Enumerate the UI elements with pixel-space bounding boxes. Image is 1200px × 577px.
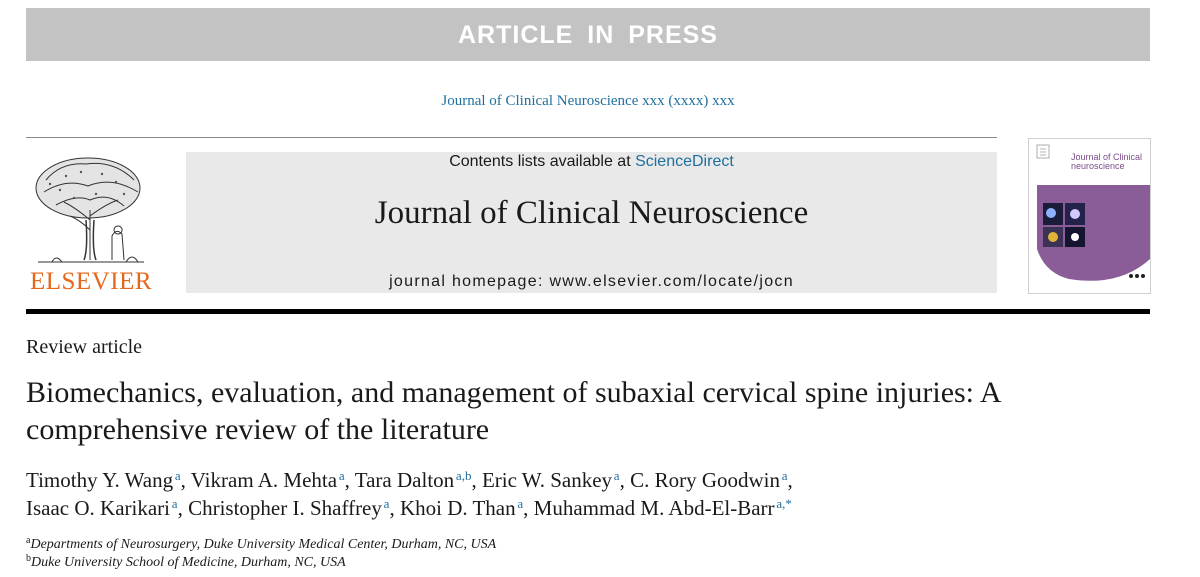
affiliation-mark[interactable]: a [613, 468, 620, 483]
affiliation-mark[interactable]: a [171, 496, 178, 511]
contents-prefix: Contents lists available at [449, 153, 636, 170]
top-divider [26, 137, 997, 138]
affiliations [26, 536, 496, 572]
article-type: Review article [26, 336, 143, 358]
author-list [26, 466, 1176, 522]
elsevier-logo[interactable] [26, 150, 156, 295]
sciencedirect-link[interactable]: ScienceDirect [635, 153, 734, 170]
article-in-press-banner: ARTICLE IN PRESS [26, 8, 1150, 61]
journal-header [186, 152, 997, 293]
journal-homepage[interactable]: journal homepage: www.elsevier.com/locate/jocn [389, 273, 794, 290]
affiliation-mark[interactable]: a,* [776, 496, 792, 511]
journal-citation-link[interactable]: Journal of Clinical Neuroscience xxx (xxxx) xxx [441, 93, 735, 109]
affiliation-mark[interactable]: a,b [455, 468, 472, 483]
affiliation: $^b$Duke University School of Medicine, Durham, NC, USA [26, 553, 346, 570]
affiliation-mark[interactable]: a [338, 468, 345, 483]
tree-of-knowledge-icon [26, 150, 156, 268]
author[interactable]: C. Rory Goodwin $^a$, [630, 468, 793, 492]
affiliation-mark[interactable]: a [383, 496, 390, 511]
affiliation-mark[interactable]: a [517, 496, 524, 511]
header-rule [26, 309, 1150, 314]
author[interactable]: Eric W. Sankey $^a$, [481, 468, 631, 492]
author[interactable]: Isaac O. Karikari $^a$, [26, 496, 189, 520]
journal-cover-thumbnail[interactable] [1028, 138, 1151, 294]
contents-availability [186, 152, 997, 172]
journal-title: Journal of Clinical Neuroscience [374, 195, 809, 231]
cover-journal-name [1071, 153, 1146, 171]
author[interactable]: Tara Dalton $^{a,b}$, [354, 468, 482, 492]
author[interactable]: Muhammad M. Abd-El-Barr $^{a,*}$ [533, 496, 792, 520]
author[interactable]: Khoi D. Than $^a$, [399, 496, 534, 520]
affiliation-mark[interactable]: a [781, 468, 788, 483]
affiliation-label: b [26, 553, 31, 564]
cover-title-line-2: neuroscience [1071, 161, 1125, 171]
author[interactable]: Vikram A. Mehta $^a$, [190, 468, 355, 492]
elsevier-wordmark: ELSEVIER [29, 268, 153, 295]
cover-title-line-1: Journal of Clinical [1071, 152, 1143, 162]
author[interactable]: Christopher I. Shaffrey $^a$, [188, 496, 400, 520]
affiliation-mark[interactable]: a [174, 468, 181, 483]
affiliation-label: a [26, 535, 31, 546]
affiliation: $^a$Departments of Neurosurgery, Duke University Medical Center, Durham, NC, USA [26, 535, 497, 552]
author[interactable]: Timothy Y. Wang $^a$, [26, 468, 191, 492]
article-title: Biomechanics, evaluation, and management of subaxial cervical spine injuries: A comprehensive review of the literature [26, 376, 1000, 446]
